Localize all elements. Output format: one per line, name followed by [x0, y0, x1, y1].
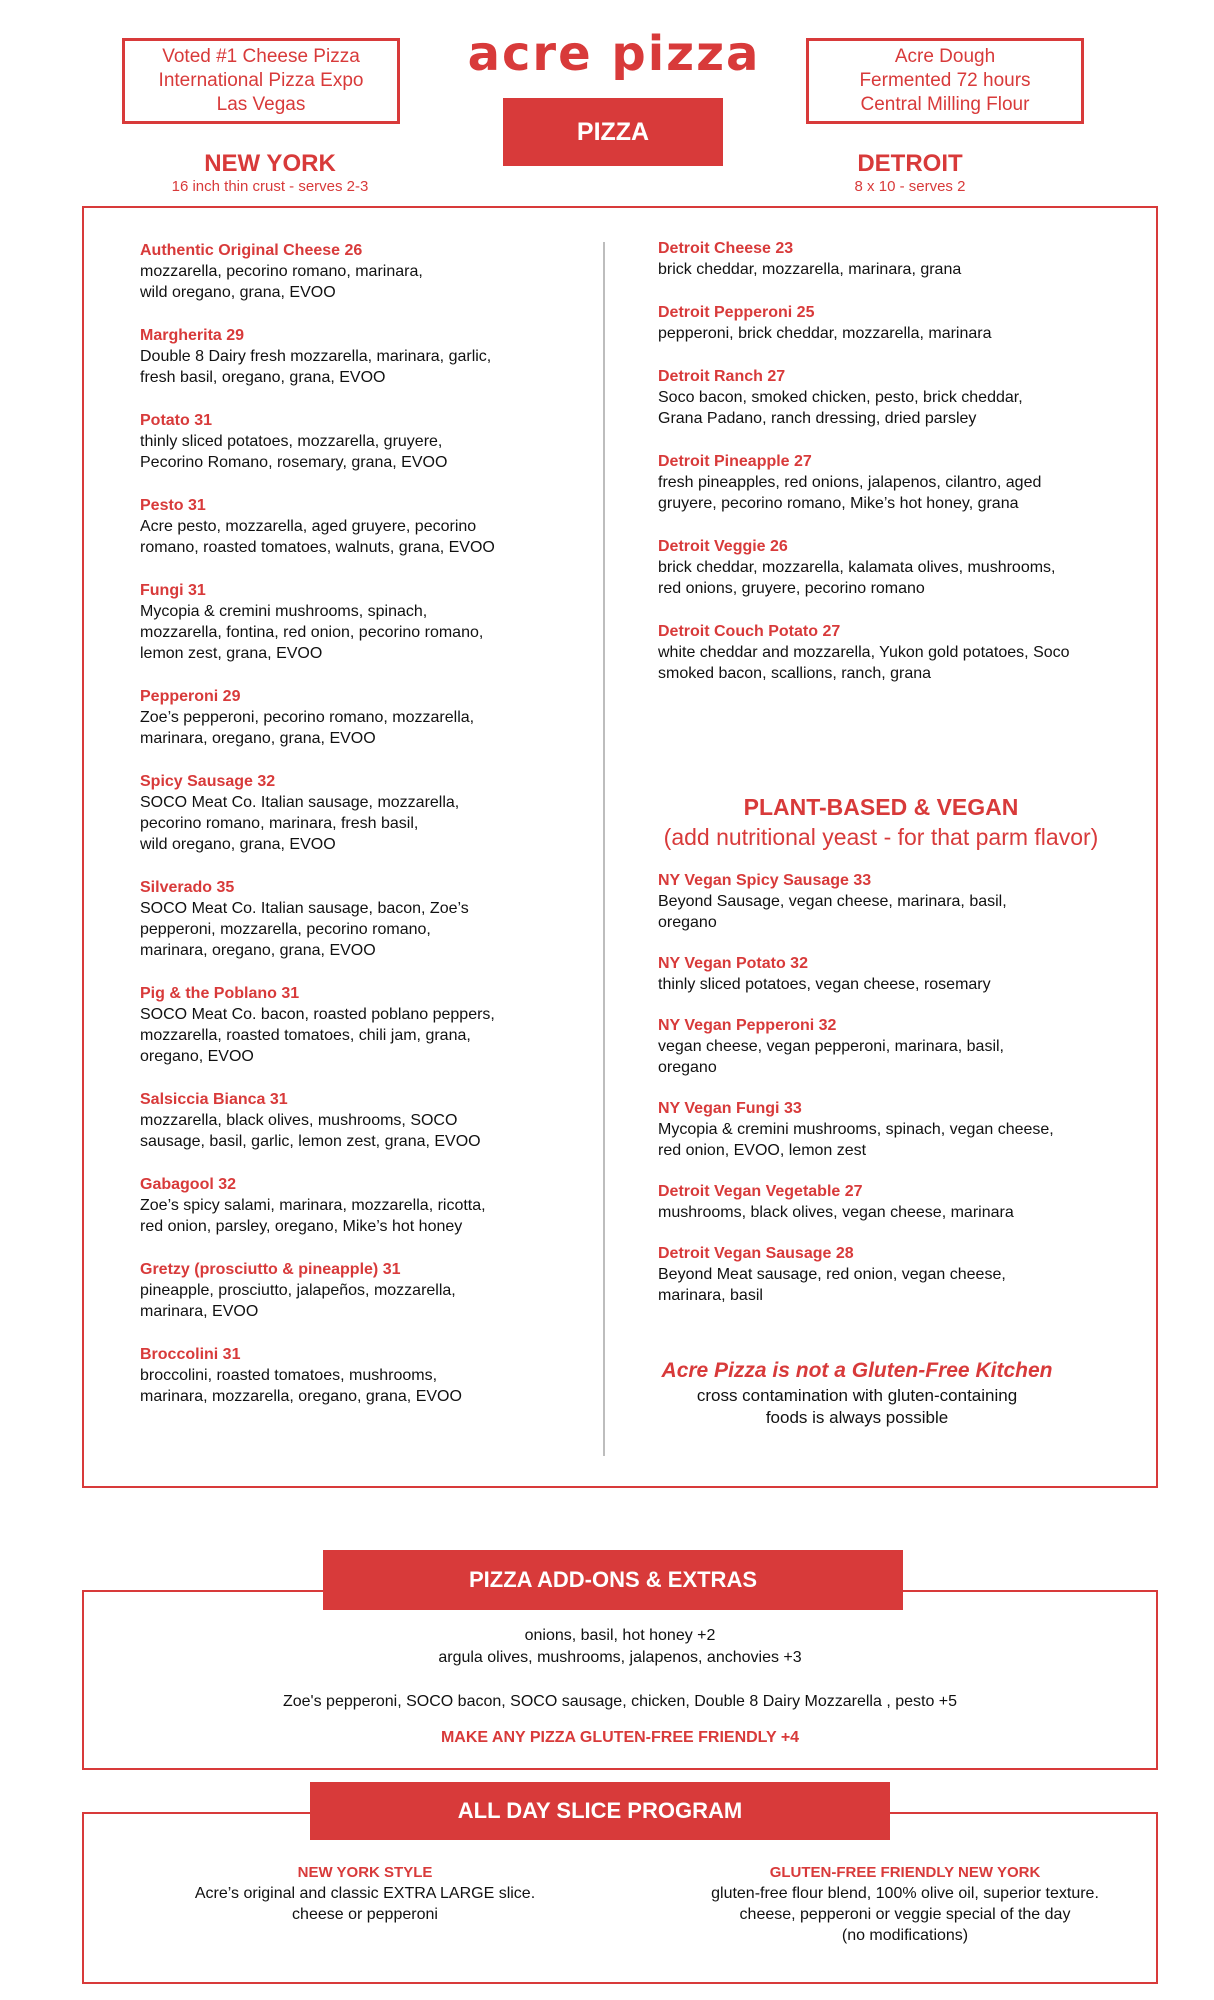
gluten-notice-line: foods is always possible: [765, 1408, 949, 1427]
menu-item-description: Beyond Sausage, vegan cheese, marinara, basil, oregano: [658, 893, 1007, 931]
menu-item-description: fresh pineapples, red onions, jalapenos, cilantro, aged gruyere, pecorino romano, Mike’s hot honey, grana: [658, 474, 1042, 512]
vegan-heading: [605, 792, 1157, 852]
menu-item-description: SOCO Meat Co. Italian sausage, mozzarella, pecorino romano, marinara, fresh basil, wild oregano, grana, EVOO: [140, 794, 460, 853]
new-york-title: NEW YORK: [204, 150, 336, 177]
menu-item-description: pineapple, prosciutto, jalapeños, mozzarella, marinara, EVOO: [140, 1282, 456, 1320]
addons-title: PIZZA ADD-ONS & EXTRAS: [323, 1550, 903, 1610]
menu-item: [140, 1344, 590, 1407]
gluten-notice: [612, 1357, 1102, 1429]
menu-item: [140, 1259, 590, 1322]
slice-title: ALL DAY SLICE PROGRAM: [310, 1782, 890, 1840]
menu-item-description: SOCO Meat Co. Italian sausage, bacon, Zoe’s pepperoni, mozzarella, pecorino romano, marinara, oregano, grana, EVOO: [140, 900, 469, 959]
menu-item-description: Beyond Meat sausage, red onion, vegan cheese, marinara, basil: [658, 1266, 1006, 1304]
menu-item: [140, 1089, 590, 1152]
addons-gluten-free: MAKE ANY PIZZA GLUTEN-FREE FRIENDLY +4: [440, 1729, 800, 1746]
menu-item-name: Silverado 35: [140, 879, 235, 896]
slice-ny-line: Acre’s original and classic EXTRA LARGE slice.: [194, 1885, 536, 1902]
slice-gf-title: GLUTEN-FREE FRIENDLY NEW YORK: [769, 1864, 1041, 1881]
menu-item-name: Detroit Vegan Sausage 28: [658, 1245, 854, 1262]
new-york-subtitle: 16 inch thin crust - serves 2-3: [171, 178, 369, 195]
slice-ny-line: cheese or pepperoni: [292, 1906, 438, 1923]
menu-item-name: Detroit Couch Potato 27: [658, 623, 841, 640]
menu-item: [658, 366, 1148, 429]
menu-item-description: mushrooms, black olives, vegan cheese, marinara: [658, 1204, 1014, 1221]
menu-item-description: white cheddar and mozzarella, Yukon gold potatoes, Soco smoked bacon, scallions, ranch, grana: [658, 644, 1070, 682]
menu-item-name: Gabagool 32: [140, 1176, 237, 1193]
menu-item-name: Broccolini 31: [140, 1346, 241, 1363]
menu-item: [658, 621, 1148, 684]
detroit-menu-list: [658, 238, 1148, 706]
menu-item-description: brick cheddar, mozzarella, marinara, grana: [658, 261, 962, 278]
menu-item-name: NY Vegan Fungi 33: [658, 1100, 802, 1117]
dough-badge: [806, 38, 1084, 124]
menu-item-name: Detroit Veggie 26: [658, 538, 788, 555]
detroit-subtitle: 8 x 10 - serves 2: [854, 178, 966, 195]
menu-item: [658, 451, 1148, 514]
menu-item-name: Fungi 31: [140, 582, 206, 599]
detroit-title: DETROIT: [857, 150, 963, 177]
award-badge: [122, 38, 400, 124]
menu-item-name: Detroit Pepperoni 25: [658, 304, 815, 321]
menu-item-name: Margherita 29: [140, 327, 245, 344]
menu-item-description: Mycopia & cremini mushrooms, spinach, vegan cheese, red onion, EVOO, lemon zest: [658, 1121, 1054, 1159]
award-line: International Pizza Expo: [158, 70, 364, 91]
menu-item: [658, 238, 1148, 280]
menu-item-name: Detroit Vegan Vegetable 27: [658, 1183, 863, 1200]
menu-item-name: Pepperoni 29: [140, 688, 241, 705]
menu-item-name: Pesto 31: [140, 497, 206, 514]
menu-item-name: Salsiccia Bianca 31: [140, 1091, 288, 1108]
dough-line: Fermented 72 hours: [859, 70, 1031, 91]
menu-item: [140, 1174, 590, 1237]
logo: acre pizza: [467, 26, 761, 82]
menu-item-description: mozzarella, black olives, mushrooms, SOCO sausage, basil, garlic, lemon zest, grana, EVOO: [140, 1112, 481, 1150]
new-york-heading: [120, 150, 420, 196]
slice-new-york: [150, 1862, 580, 1925]
addons-line-3: Zoe's pepperoni, SOCO bacon, SOCO sausage, chicken, Double 8 Dairy Mozzarella , pesto +5: [282, 1693, 958, 1710]
menu-item: [658, 302, 1148, 344]
menu-item-description: SOCO Meat Co. bacon, roasted poblano peppers, mozzarella, roasted tomatoes, chili jam, grana, oregano, EVOO: [140, 1006, 495, 1065]
vegan-menu-list: [658, 870, 1148, 1326]
gluten-notice-line: cross contamination with gluten-containing: [696, 1386, 1018, 1405]
menu-item-description: Zoe’s spicy salami, marinara, mozzarella, ricotta, red onion, parsley, oregano, Mike’s hot honey: [140, 1197, 486, 1235]
menu-item-description: thinly sliced potatoes, vegan cheese, rosemary: [658, 976, 991, 993]
dough-line: Acre Dough: [894, 46, 996, 67]
menu-item: [140, 240, 590, 303]
menu-item-description: mozzarella, pecorino romano, marinara, wild oregano, grana, EVOO: [140, 263, 423, 301]
menu-item: [658, 1015, 1148, 1078]
menu-item-name: NY Vegan Pepperoni 32: [658, 1017, 837, 1034]
menu-item: [140, 771, 590, 855]
menu-item-name: Gretzy (prosciutto & pineapple) 31: [140, 1261, 401, 1278]
menu-item-name: NY Vegan Potato 32: [658, 955, 808, 972]
menu-item-name: Detroit Cheese 23: [658, 240, 794, 257]
menu-item-description: thinly sliced potatoes, mozzarella, gruyere, Pecorino Romano, rosemary, grana, EVOO: [140, 433, 448, 471]
menu-item-name: NY Vegan Spicy Sausage 33: [658, 872, 872, 889]
menu-item-name: Detroit Ranch 27: [658, 368, 786, 385]
menu-item-description: Soco bacon, smoked chicken, pesto, brick cheddar, Grana Padano, ranch dressing, dried parsley: [658, 389, 1023, 427]
gluten-notice-title: Acre Pizza is not a Gluten-Free Kitchen: [661, 1359, 1053, 1382]
menu-item: [140, 983, 590, 1067]
slice-gf-line: (no modifications): [841, 1927, 969, 1944]
addons-line-2: argula olives, mushrooms, jalapenos, anchovies +3: [438, 1649, 802, 1666]
menu-item-description: vegan cheese, vegan pepperoni, marinara, basil, oregano: [658, 1038, 1004, 1076]
menu-item: [658, 536, 1148, 599]
menu-item-name: Authentic Original Cheese 26: [140, 242, 363, 259]
menu-item: [658, 953, 1148, 995]
menu-item: [658, 1243, 1148, 1306]
addons-list: [84, 1625, 1156, 1749]
menu-item-description: broccolini, roasted tomatoes, mushrooms, marinara, mozzarella, oregano, grana, EVOO: [140, 1367, 462, 1405]
menu-item: [140, 495, 590, 558]
menu-item: [658, 1098, 1148, 1161]
menu-item-name: Detroit Pineapple 27: [658, 453, 812, 470]
award-line: Voted #1 Cheese Pizza: [162, 46, 360, 67]
addons-line-1: onions, basil, hot honey +2: [524, 1627, 716, 1644]
menu-item-description: Acre pesto, mozzarella, aged gruyere, pecorino romano, roasted tomatoes, walnuts, grana, EVOO: [140, 518, 495, 556]
menu-item: [658, 1181, 1148, 1223]
menu-item-name: Spicy Sausage 32: [140, 773, 276, 790]
menu-item: [140, 580, 590, 664]
menu-item-description: Mycopia & cremini mushrooms, spinach, mozzarella, fontina, red onion, pecorino romano, lemon zest, grana, EVOO: [140, 603, 484, 662]
slice-gf-line: cheese, pepperoni or veggie special of the day: [739, 1906, 1071, 1923]
menu-item: [658, 870, 1148, 933]
new-york-menu-list: [140, 240, 590, 1429]
slice-gf-line: gluten-free flour blend, 100% olive oil, superior texture.: [711, 1885, 1099, 1902]
menu-item: [140, 877, 590, 961]
slice-gluten-free: [650, 1862, 1160, 1946]
vegan-subtitle: (add nutritional yeast - for that parm flavor): [663, 824, 1099, 850]
dough-line: Central Milling Flour: [860, 94, 1030, 115]
award-line: Las Vegas: [216, 94, 306, 115]
slice-ny-title: NEW YORK STYLE: [297, 1864, 433, 1881]
menu-item-description: Double 8 Dairy fresh mozzarella, marinara, garlic, fresh basil, oregano, grana, EVOO: [140, 348, 492, 386]
menu-item: [140, 410, 590, 473]
menu-item: [140, 686, 590, 749]
detroit-heading: [770, 150, 1050, 196]
vegan-title: PLANT-BASED & VEGAN: [743, 794, 1019, 820]
menu-item-description: brick cheddar, mozzarella, kalamata olives, mushrooms, red onions, gruyere, pecorino romano: [658, 559, 1056, 597]
menu-item-name: Potato 31: [140, 412, 213, 429]
section-title-pizza: PIZZA: [503, 98, 723, 166]
menu-item: [140, 325, 590, 388]
menu-item-description: Zoe’s pepperoni, pecorino romano, mozzarella, marinara, oregano, grana, EVOO: [140, 709, 475, 747]
menu-item-description: pepperoni, brick cheddar, mozzarella, marinara: [658, 325, 992, 342]
menu-item-name: Pig & the Poblano 31: [140, 985, 300, 1002]
